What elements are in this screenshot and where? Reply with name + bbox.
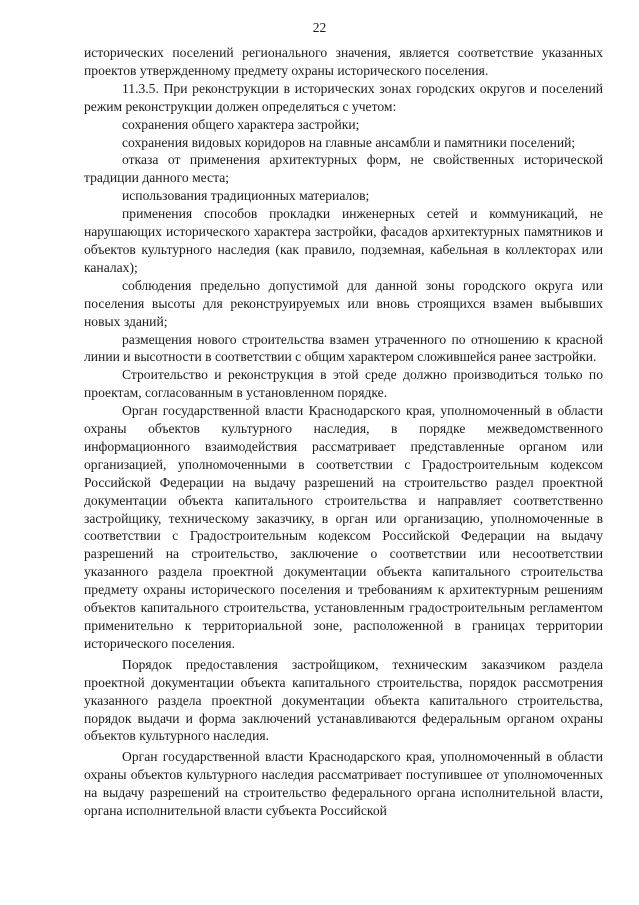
paragraph-state-authority-incoming: Орган государственной власти Краснодарского края, уполномоченный в области охраны объектов культурного наследия рассматривает поступившее от уполномоченных на выдачу разрешений на строительство федерального органа исполнительной власти, органа исполнительной власти субъекта Российской	[84, 749, 603, 819]
document-body	[84, 44, 603, 820]
list-item-view-corridors: сохранения видовых коридоров на главные ансамбли и памятники поселений;	[122, 134, 576, 150]
paragraph-submission-procedure: Порядок предоставления застройщиком, техническим заказчиком раздела проектной документации объекта капитального строительства, порядок рассмотрения указанного раздела проектной документации объекта капитального строительства, порядок выдачи и форма заключений устанавливаются федеральным органом охраны объектов культурного наследия.	[84, 656, 603, 744]
list-item-new-construction: размещения нового строительства взамен утраченного по отношению к красной линии и высотности в соответствии с общим характером сложившейся ранее застройки.	[84, 331, 603, 365]
list-item-architectural-forms: отказа от применения архитектурных форм, не свойственных исторической традиции данного места;	[84, 152, 603, 186]
paragraph-state-authority-review: Орган государственной власти Краснодарского края, уполномоченный в области охраны объектов культурного наследия, в порядке межведомственного информационного взаимодействия рассматривает представленные органом или организацией, уполномоченными в соответствии с Градостроительным кодексом Российской Федерации на выдачу разрешений на строительство раздел проектной документации объекта капитального строительства и направляет соответственно застройщику, техническому заказчику, в орган или организацию, уполномоченные в соответствии с Градостроительным кодексом Российской Федерации на выдачу разрешений на строительство, заключение о соответствии или несоответствии указанного раздела проектной документации объекта капитального строительства предмету охраны исторического поселения и требованиям к архитектурным решениям объектов капитального строительства, установленным градостроительным регламентом применительно к территориальной зоне, расположенной в границах территории исторического поселения.	[84, 403, 603, 651]
list-item-height-limits: соблюдения предельно допустимой для данной зоны городского округа или поселения высоты для реконструируемых или вновь строящихся взамен выбывших новых зданий;	[84, 277, 603, 329]
list-item-traditional-materials: использования традиционных материалов;	[122, 188, 370, 204]
paragraph-section-11-3-5: 11.3.5. При реконструкции в исторических зонах городских округов и поселений режим реконструкции должен определяться с учетом:	[84, 80, 603, 114]
paragraph-approved-projects: Строительство и реконструкция в этой среде должно производиться только по проектам, согласованным в установленном порядке.	[84, 367, 603, 401]
page-number: 22	[312, 20, 327, 35]
paragraph-continuation: исторических поселений регионального значения, является соответствие указанных проектов утвержденному предмету охраны исторического поселения.	[84, 45, 603, 78]
list-item-general-character: сохранения общего характера застройки;	[122, 116, 360, 132]
list-item-engineering-networks: применения способов прокладки инженерных сетей и коммуникаций, не нарушающих исторического характера застройки, фасадов архитектурных памятников и объектов культурного наследия (как правило, подземная, кабельная в коллекторах или каналах);	[84, 206, 603, 275]
